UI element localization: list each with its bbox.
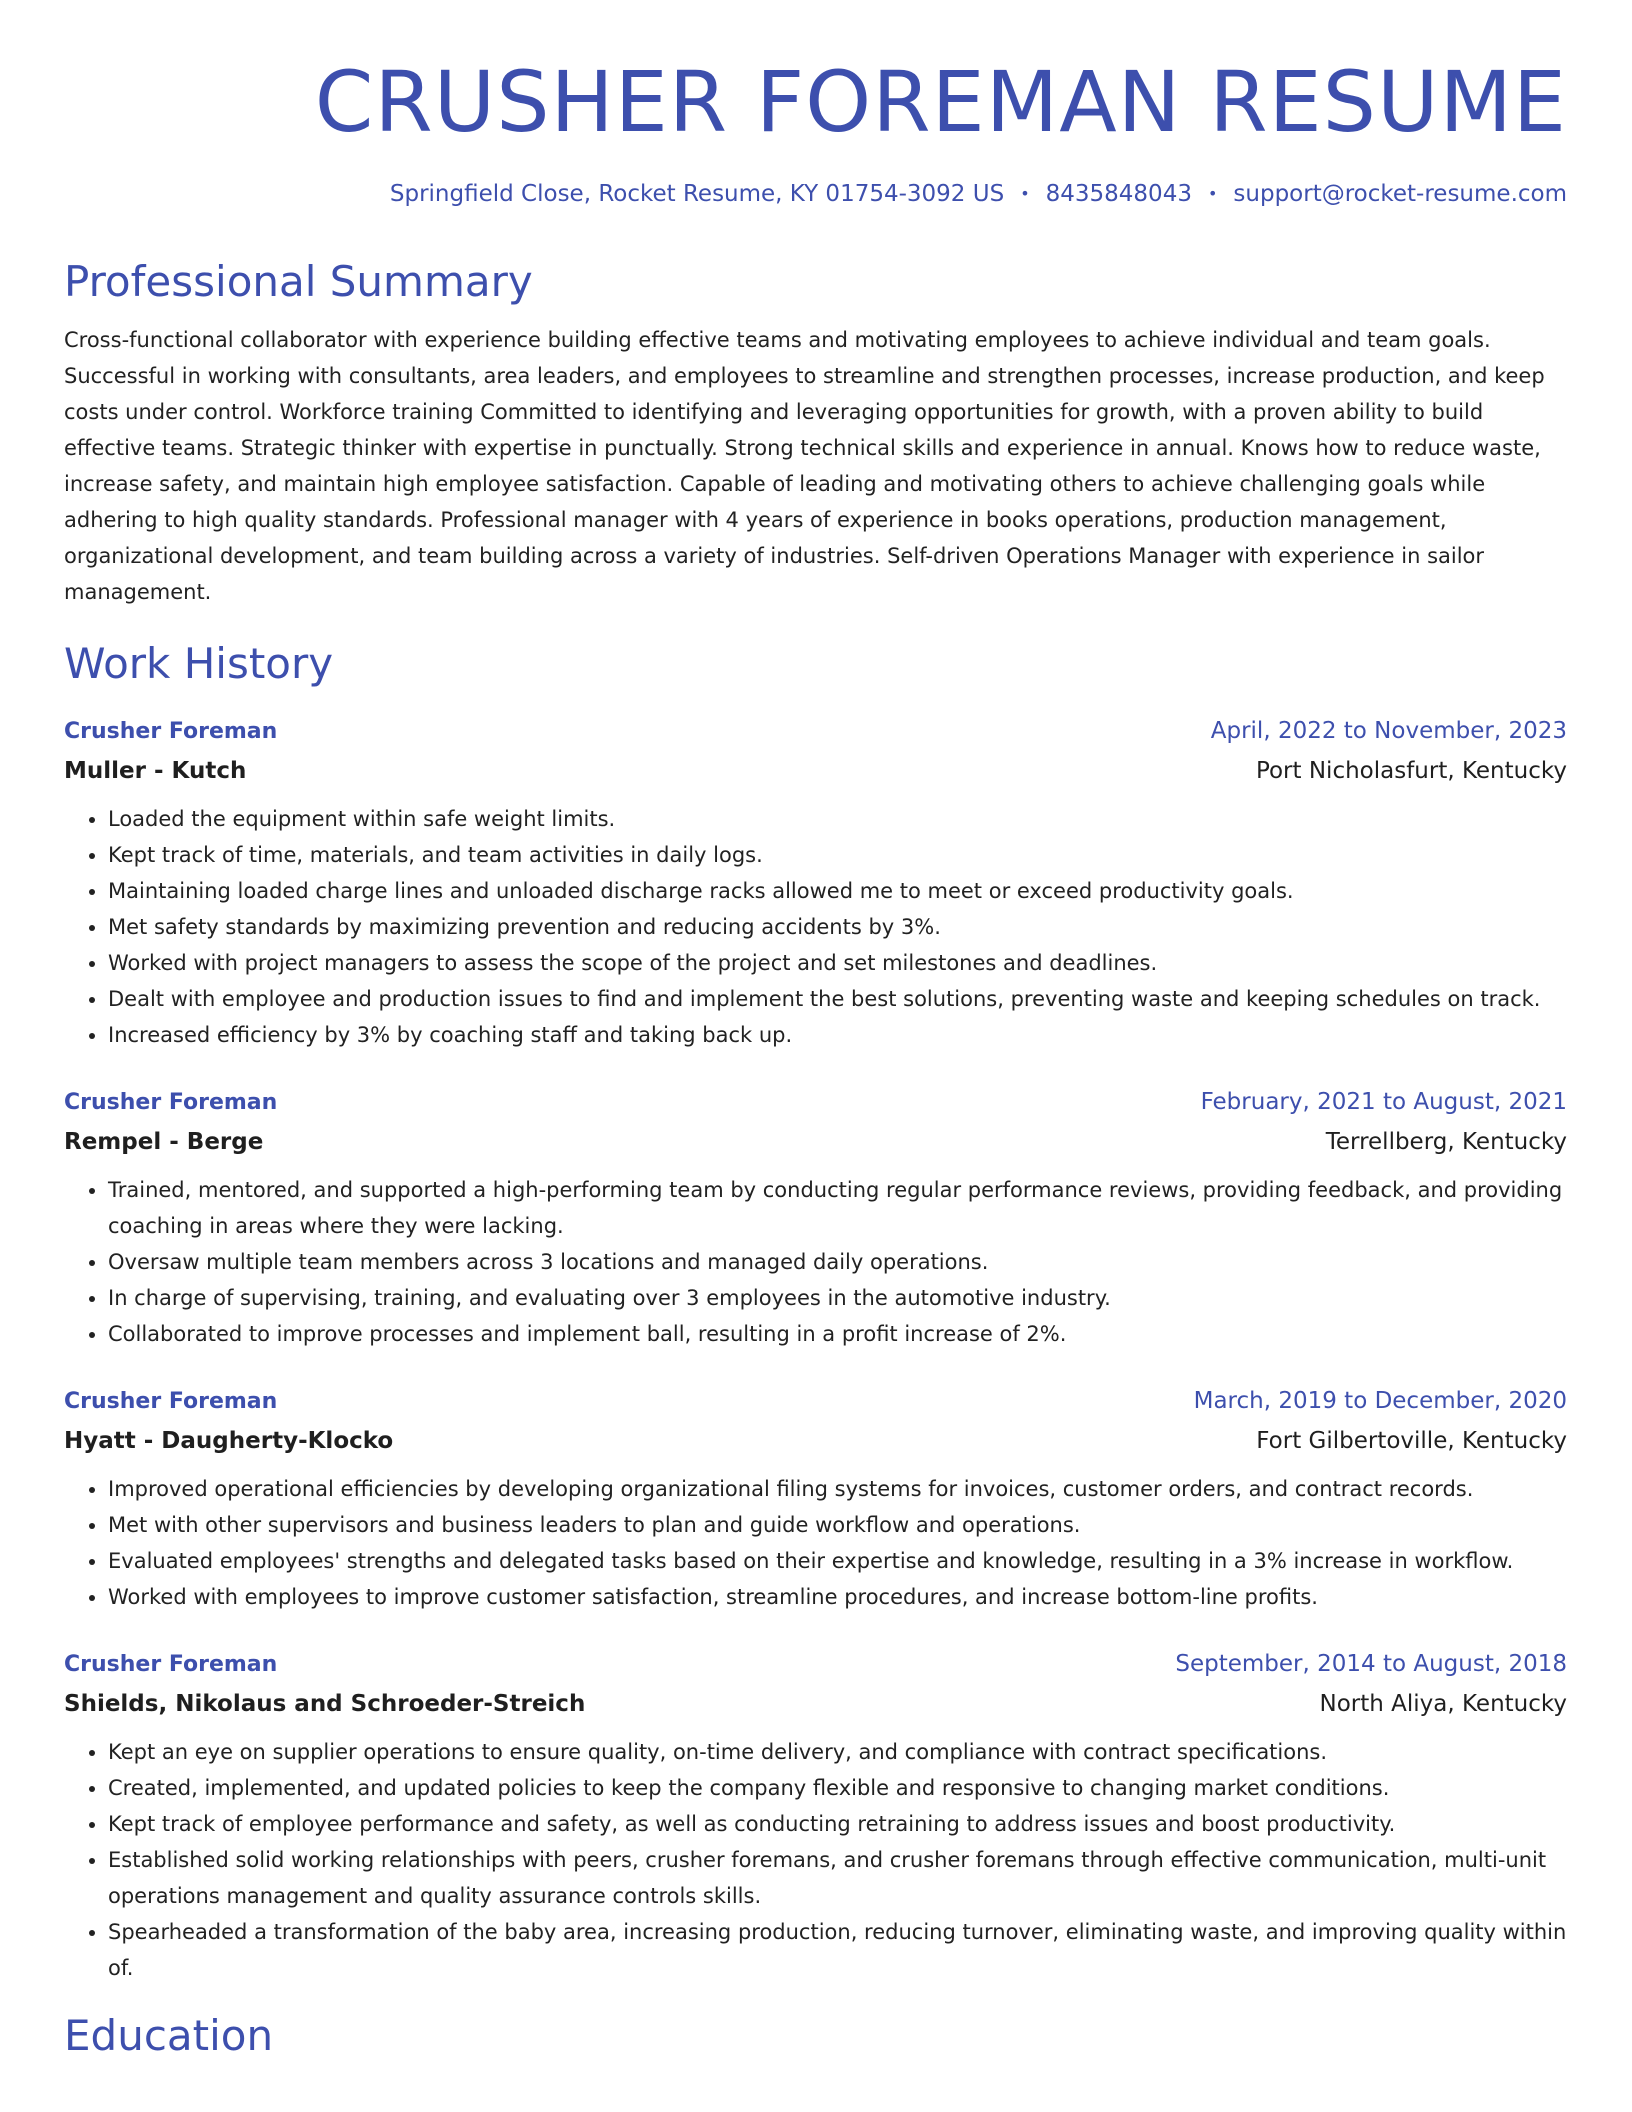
work-history-section [64,636,1567,1986]
job-dates: March, 2019 to December, 2020 [1193,1388,1567,1414]
professional-summary-section [64,254,1567,610]
job-bullet: • In charge of supervising, training, and evaluating over 3 employees in the automotive industry. [108,1280,1567,1316]
contact-line [64,178,1567,210]
job-bullets [64,1734,1567,1986]
job-bullets [64,801,1567,1053]
job-bullet: • Worked with project managers to assess the scope of the project and set milestones and deadlines. [108,945,1567,981]
job-dates: April, 2022 to November, 2023 [1210,718,1567,744]
job-header-row [64,1083,1567,1122]
contact-phone: 8435848043 [1045,181,1192,207]
contact-separator: • [1020,184,1030,203]
job-bullet: • Dealt with employee and production issues to find and implement the best solutions, preventing waste and keeping schedules on track. [108,981,1567,1017]
contact-email: support@rocket-resume.com [1233,181,1567,207]
resume-page [64,0,1567,2064]
job-bullets [64,1172,1567,1352]
job-entry [64,1083,1567,1352]
job-bullet: • Kept an eye on supplier operations to ensure quality, on-time delivery, and compliance with contract specifications. [108,1734,1567,1770]
job-company-row [64,751,1567,791]
job-bullet: • Established solid working relationships with peers, crusher foremans, and crusher foremans through effective communication, multi-unit operations management and quality assurance controls skills. [108,1842,1567,1914]
job-company: Hyatt - Daugherty-Klocko [64,1428,394,1454]
contact-address: Springfield Close, Rocket Resume, KY 01754-3092 US [389,181,1005,207]
job-title: Crusher Foreman [64,1090,278,1115]
job-bullet: • Oversaw multiple team members across 3 locations and managed daily operations. [108,1244,1567,1280]
job-title: Crusher Foreman [64,1652,278,1677]
job-bullet: • Met safety standards by maximizing prevention and reducing accidents by 3%. [108,909,1567,945]
job-location: Fort Gilbertoville, Kentucky [1256,1428,1567,1454]
job-location: Port Nicholasfurt, Kentucky [1255,758,1567,784]
job-bullet: • Created, implemented, and updated policies to keep the company flexible and responsive to changing market conditions. [108,1770,1567,1806]
job-dates: September, 2014 to August, 2018 [1175,1651,1567,1677]
job-dates: February, 2021 to August, 2021 [1200,1089,1567,1115]
job-bullet: • Increased efficiency by 3% by coaching staff and taking back up. [108,1017,1567,1053]
job-company: Shields, Nikolaus and Schroeder-Streich [64,1691,586,1717]
section-heading-education: Education [64,2011,274,2060]
job-location: North Aliya, Kentucky [1319,1691,1567,1717]
job-header-row [64,712,1567,751]
job-bullet: • Met with other supervisors and business leaders to plan and guide workflow and operations. [108,1507,1567,1543]
job-company-row [64,1122,1567,1162]
education-section [64,2008,1567,2064]
summary-text: Cross-functional collaborator with experience building effective teams and motivating employees to achieve individual and team goals. Successful in working with consultants, area leaders, and employees to streamline and strengthen processes, increase production, and keep costs under control. Workforce training Committed to identifying and leveraging opportunities for growth, with a proven ability to build effective teams. Strategic thinker with expertise in punctually. Strong technical skills and experience in annual. Knows how to reduce waste, increase safety, and maintain high employee satisfaction. Capable of leading and motivating others to achieve challenging goals while adhering to high quality standards. Professional manager with 4 years of experience in books operations, production management, organizational development, and team building across a variety of industries. Self-driven Operations Manager with experience in sailor management. [64,328,1545,604]
job-entry [64,1645,1567,1986]
job-bullet: • Evaluated employees' strengths and delegated tasks based on their expertise and knowledge, resulting in a 3% increase in workflow. [108,1543,1567,1579]
section-heading-summary: Professional Summary [64,257,533,306]
job-bullet: • Maintaining loaded charge lines and unloaded discharge racks allowed me to meet or exceed productivity goals. [108,873,1567,909]
job-header-row [64,1645,1567,1684]
job-company-row [64,1421,1567,1461]
job-company-row [64,1684,1567,1724]
job-bullet: • Loaded the equipment within safe weight limits. [108,801,1567,837]
job-company: Muller - Kutch [64,758,247,784]
section-heading-work: Work History [64,639,334,688]
job-title: Crusher Foreman [64,719,278,744]
job-bullet: • Kept track of employee performance and safety, as well as conducting retraining to address issues and boost productivity. [108,1806,1567,1842]
job-entry [64,712,1567,1053]
job-bullet: • Collaborated to improve processes and implement ball, resulting in a profit increase of 2%. [108,1316,1567,1352]
job-company: Rempel - Berge [64,1129,264,1155]
job-entry [64,1382,1567,1615]
job-header-row [64,1382,1567,1421]
job-title: Crusher Foreman [64,1389,278,1414]
job-location: Terrellberg, Kentucky [1325,1129,1567,1155]
job-bullet: • Spearheaded a transformation of the baby area, increasing production, reducing turnover, eliminating waste, and improving quality within of. [108,1914,1567,1986]
resume-title: CRUSHER FOREMAN RESUME [314,53,1567,151]
job-bullets [64,1471,1567,1615]
contact-separator: • [1207,184,1218,203]
job-bullet: • Worked with employees to improve customer satisfaction, streamline procedures, and increase bottom-line profits. [108,1579,1567,1615]
job-bullet: • Trained, mentored, and supported a high-performing team by conducting regular performance reviews, providing feedback, and providing coaching in areas where they were lacking. [108,1172,1567,1244]
job-bullet: • Improved operational efficiencies by developing organizational filing systems for invoices, customer orders, and contract records. [108,1471,1567,1507]
job-bullet: • Kept track of time, materials, and team activities in daily logs. [108,837,1567,873]
